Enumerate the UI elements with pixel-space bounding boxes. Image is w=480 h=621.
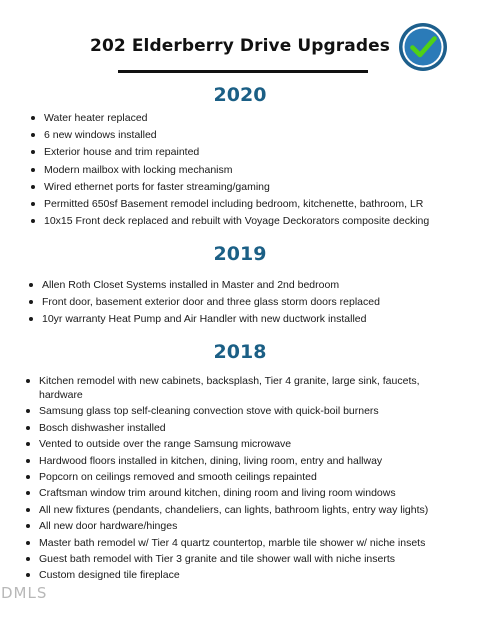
list-item: Master bath remodel w/ Tier 4 quartz countertop, marble tile shower w/ niche insets [26,536,456,550]
page-title: 202 Elderberry Drive Upgrades [90,36,390,56]
list-item: Guest bath remodel with Tier 3 granite and tile shower wall with niche inserts [26,552,456,566]
list-item: Craftsman window trim around kitchen, dining room and living room windows [26,486,456,500]
list-item: Exterior house and trim repainted [31,145,461,159]
list-item: Hardwood floors installed in kitchen, dining, living room, entry and hallway [26,454,456,468]
upgrade-list-2020 [31,111,461,231]
list-item: Water heater replaced [31,111,461,125]
list-item: Samsung glass top self-cleaning convection stove with quick-boil burners [26,404,456,418]
list-item: Popcorn on ceilings removed and smooth ceilings repainted [26,470,456,484]
upgrade-list-2019 [29,278,459,328]
title-underline [118,70,368,73]
list-item: All new door hardware/hinges [26,519,456,533]
list-item: 10yr warranty Heat Pump and Air Handler with new ductwork installed [29,312,459,326]
list-item: Bosch dishwasher installed [26,421,456,435]
list-item: 10x15 Front deck replaced and rebuilt with Voyage Deckorators composite decking [31,214,461,228]
list-item: Front door, basement exterior door and three glass storm doors replaced [29,295,459,309]
list-item: Vented to outside over the range Samsung microwave [26,437,456,451]
section-heading-2019: 2019 [213,243,267,265]
section-heading-2020: 2020 [213,84,267,106]
list-item: 6 new windows installed [31,128,461,142]
dmls-watermark: DMLS [1,584,48,602]
checkmark-circle-icon [398,22,448,72]
list-item: Wired ethernet ports for faster streaming/gaming [31,180,461,194]
badge-inner-disc [405,29,442,66]
list-item: All new fixtures (pendants, chandeliers, can lights, bathroom lights, entry way lights) [26,503,456,517]
list-item: Modern mailbox with locking mechanism [31,163,461,177]
list-item: Allen Roth Closet Systems installed in Master and 2nd bedroom [29,278,459,292]
list-item: Kitchen remodel with new cabinets, backsplash, Tier 4 granite, large sink, faucets, hardware [26,374,456,402]
upgrade-list-2018 [26,374,456,585]
list-item: Permitted 650sf Basement remodel including bedroom, kitchenette, bathroom, LR [31,197,461,211]
section-heading-2018: 2018 [213,341,267,363]
list-item: Custom designed tile fireplace [26,568,456,582]
